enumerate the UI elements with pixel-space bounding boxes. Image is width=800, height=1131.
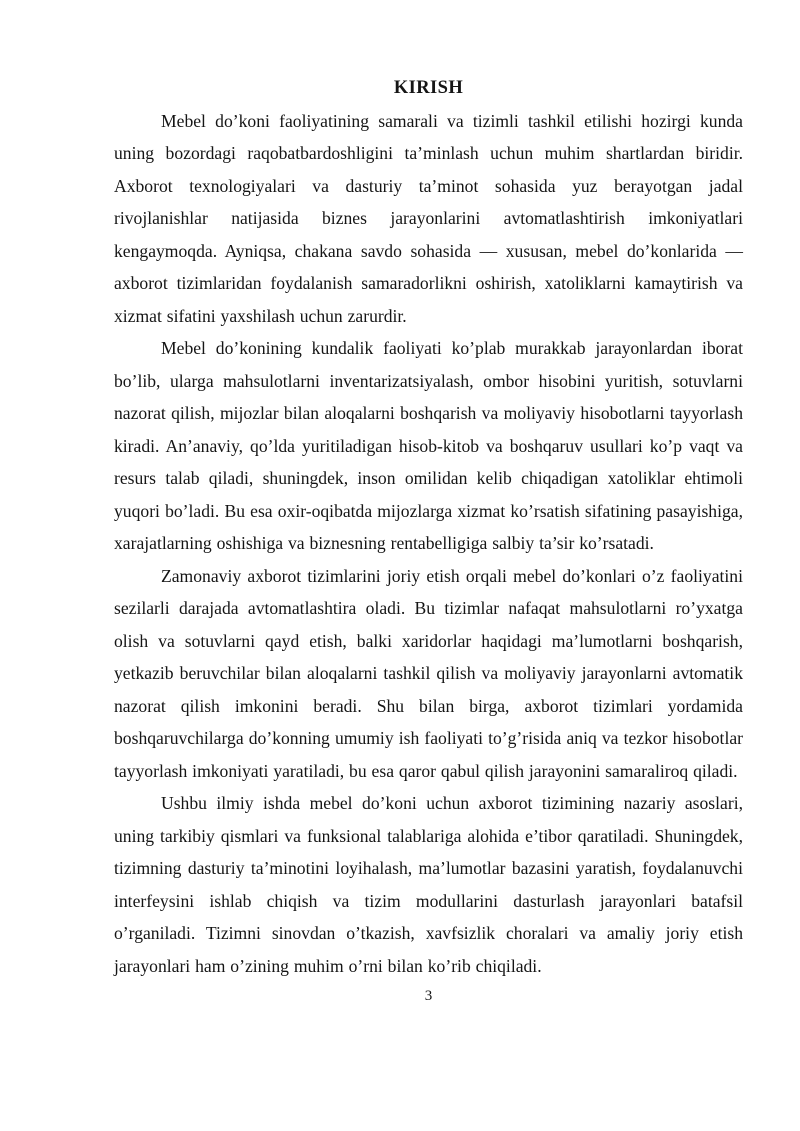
paragraph-intro-4: Ushbu ilmiy ishda mebel do’koni uchun axborot tizimining nazariy asoslari, uning tarkibiy qismlari va funksional talablariga alohida e’tibor qaratiladi. Shuningdek, tizimning dasturiy ta’minotini loyihalash, ma’lumotlar bazasini yaratish, foydalanuvchi interfeysini ishlab chiqish va tizim modullarini dasturlash jarayonlari batafsil o’rganiladi. Tizimni sinovdan o’tkazish, xavfsizlik choralari va amaliy joriy etish jarayonlari ham o’zining muhim o’rni bilan ko’rib chiqiladi. <box>114 793 743 976</box>
paragraph-intro-1: Mebel do’koni faoliyatining samarali va tizimli tashkil etilishi hozirgi kunda uning bozordagi raqobatbardoshligini ta’minlash uchun muhim shartlardan biridir. Axborot texnologiyalari va dasturiy ta’minot sohasida yuz berayotgan jadal rivojlanishlar natijasida biznes jarayonlarini avtomatlashtirish imkoniyatlari kengaymoqda. Ayniqsa, chakana savdo sohasida — xususan, mebel do’konlarida — axborot tizimlaridan foydalanish samaradorlikni oshirish, xatoliklarni kamaytirish va xizmat sifatini yaxshilash uchun zarurdir. <box>114 110 743 326</box>
paragraph-intro-2: Mebel do’konining kundalik faoliyati ko’plab murakkab jarayonlardan iborat bo’lib, ularga mahsulotlarni inventarizatsiyalash, ombor hisobini yuritish, sotuvlarni nazorat qilish, mijozlar bilan aloqalarni boshqarish va moliyaviy hisobotlarni tayyorlash kiradi. An’anaviy, qo’lda yuritiladigan hisob-kitob va boshqaruv usullari ko’p vaqt va resurs talab qiladi, shuningdek, inson omilidan kelib chiqadigan xatoliklar ehtimoli yuqori bo’ladi. Bu esa oxir-oqibatda mijozlarga xizmat ko’rsatish sifatining pasayishiga, xarajatlarning oshishiga va biznesning rentabelligiga salbiy ta’sir ko’rsatadi. <box>114 338 743 553</box>
page-number: 3 <box>424 988 433 1004</box>
paragraph-intro-3: Zamonaviy axborot tizimlarini joriy etish orqali mebel do’konlari o’z faoliyatini sezilarli darajada avtomatlashtira oladi. Bu tizimlar nafaqat mahsulotlarni ro’yxatga olish va sotuvlarni qayd etish, balki xaridorlar haqidagi ma’lumotlarni boshqarish, yetkazib beruvchilar bilan aloqalarni tashkil qilish va moliyaviy jarayonlarni avtomatik nazorat qilish imkonini beradi. Shu bilan birga, axborot tizimlari yordamida boshqaruvchilarga do’konning umumiy ish faoliyati to’g’risida aniq va tezkor hisobotlar tayyorlash imkoniyati yaratiladi, bu esa qaror qabul qilish jarayonini samaraliroq qiladi. <box>114 565 743 781</box>
page-title: KIRISH <box>393 78 464 98</box>
